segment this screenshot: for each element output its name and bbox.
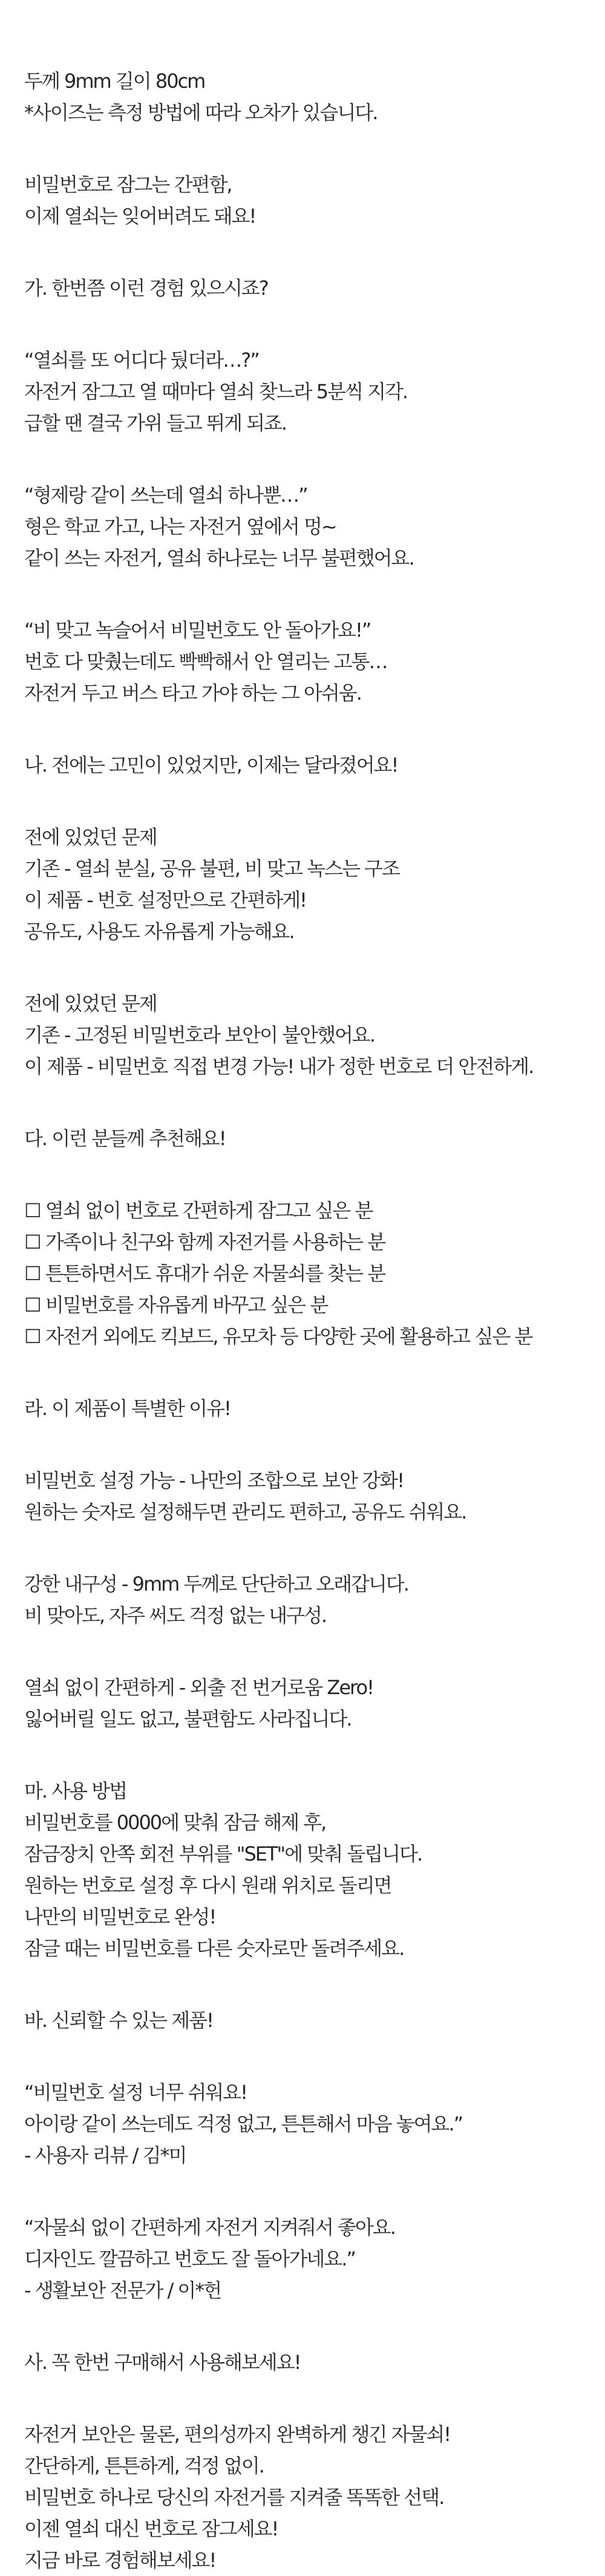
text-block [24, 1123, 605, 1154]
text-line: 마. 사용 방법 [24, 1779, 127, 1802]
text-block [24, 2347, 605, 2378]
text-line: ☐ 비밀번호를 자유롭게 바꾸고 싶은 분 [24, 1293, 328, 1316]
text-block [24, 344, 605, 439]
text-line: 사. 꼭 한번 구매해서 사용해보세요! [24, 2351, 301, 2374]
text-line: 나. 전에는 고민이 있었지만, 이제는 달라졌어요! [24, 754, 398, 777]
text-block [24, 2077, 605, 2171]
text-line: 비밀번호로 잠그는 간편함, [24, 173, 232, 196]
text-line: 간단하게, 튼튼하게, 걱정 없이. [24, 2454, 264, 2477]
text-line: 이 제품 - 번호 설정만으로 간편하게! [24, 889, 307, 912]
text-block [24, 749, 605, 781]
text-line: 잠글 때는 비밀번호를 다른 숫자로만 돌려주세요. [24, 1937, 404, 1960]
text-block [24, 2212, 605, 2306]
text-line: ☐ 가족이나 친구와 함께 자전거를 사용하는 분 [24, 1230, 385, 1254]
text-line: 강한 내구성 - 9mm 두께로 단단하고 오래갑니다. [24, 1572, 408, 1595]
text-line: 기존 - 고정된 비밀번호라 보안이 불안했어요. [24, 1024, 374, 1046]
text-line: 아이랑 같이 쓰는데도 걱정 없고, 튼튼해서 마음 놓여요.” [24, 2112, 463, 2135]
text-line: *사이즈는 측정 방법에 따라 오차가 있습니다. [24, 101, 378, 124]
text-block [24, 1672, 605, 1735]
text-block [24, 1393, 605, 1424]
text-block [24, 1775, 605, 1964]
text-line: “비 맞고 녹슬어서 비밀번호도 안 돌아가요!” [24, 619, 371, 642]
text-line: 번호 다 맞췄는데도 빡빡해서 안 열리는 고통… [24, 650, 387, 673]
text-line: ☐ 튼튼하면서도 휴대가 쉬운 자물쇠를 찾는 분 [24, 1262, 385, 1285]
text-line: “열쇠를 또 어디다 뒀더라…?” [24, 349, 259, 372]
text-line: 형은 학교 가고, 나는 자전거 옆에서 멍~ [24, 515, 336, 538]
text-line: - 사용자 리뷰 / 김*미 [24, 2144, 186, 2167]
text-block [24, 2005, 605, 2036]
text-line: 전에 있었던 문제 [24, 992, 157, 1015]
text-line: “자물쇠 없이 간편하게 자전거 지켜줘서 좋아요. [24, 2216, 395, 2239]
text-line: 다. 이런 분들께 추천해요! [24, 1127, 226, 1150]
text-block [24, 1195, 605, 1352]
text-line: 비밀번호 설정 가능 - 나만의 조합으로 보안 강화! [24, 1469, 404, 1492]
text-line: 자전거 보안은 물론, 편의성까지 완벽하게 챙긴 자물쇠! [24, 2423, 451, 2446]
text-line: “비밀번호 설정 너무 쉬워요! [24, 2081, 247, 2104]
text-line: 이젠 열쇠 대신 번호로 잠그세요! [24, 2517, 278, 2540]
text-block [24, 2419, 605, 2576]
text-block [24, 1465, 605, 1528]
text-line: 이제 열쇠는 잊어버려도 돼요! [24, 205, 256, 228]
text-block [24, 614, 605, 709]
text-line: 원하는 번호로 설정 후 다시 원래 위치로 돌리면 [24, 1874, 391, 1897]
text-line: 급할 땐 결국 가위 들고 뛰게 되죠. [24, 412, 287, 435]
text-line: 자전거 잠그고 열 때마다 열쇠 찾느라 5분씩 지각. [24, 380, 408, 403]
text-line: 비 맞아도, 자주 써도 걱정 없는 내구성. [24, 1604, 327, 1627]
text-line: 전에 있었던 문제 [24, 826, 157, 849]
text-line: 공유도, 사용도 자유롭게 가능해요. [24, 920, 294, 943]
text-line: 열쇠 없이 간편하게 - 외출 전 번거로움 Zero! [24, 1676, 373, 1699]
text-block [24, 272, 605, 304]
text-line: 자전거 두고 버스 타고 가야 하는 그 아쉬움. [24, 682, 361, 705]
text-line: 원하는 숫자로 설정해두면 관리도 편하고, 공유도 쉬워요. [24, 1500, 466, 1523]
text-line: 같이 쓰는 자전거, 열쇠 하나로는 너무 불편했어요. [24, 547, 414, 570]
text-line: 잃어버릴 일도 없고, 불편함도 사라집니다. [24, 1707, 352, 1730]
text-block [24, 479, 605, 574]
text-line: 지금 바로 경험해보세요! [24, 2549, 216, 2572]
text-line: 이 제품 - 비밀번호 직접 변경 가능! 내가 정한 번호로 더 안전하게. [24, 1055, 534, 1078]
text-block [24, 169, 605, 232]
text-line: - 생활보안 전문가 / 이*헌 [24, 2279, 221, 2302]
text-block [24, 988, 605, 1082]
text-line: 나만의 비밀번호로 완성! [24, 1905, 216, 1928]
text-line: 기존 - 열쇠 분실, 공유 불편, 비 맞고 녹스는 구조 [24, 857, 399, 880]
text-line: 비밀번호 하나로 당신의 자전거를 지켜줄 똑똑한 선택. [24, 2486, 444, 2509]
text-line: 두께 9mm 길이 80cm [24, 70, 205, 93]
text-line: ☐ 열쇠 없이 번호로 간편하게 잠그고 싶은 분 [24, 1199, 373, 1222]
text-line: 라. 이 제품이 특별한 이유! [24, 1397, 231, 1420]
text-line: 바. 신뢰할 수 있는 제품! [24, 2009, 213, 2032]
text-line: “형제랑 같이 쓰는데 열쇠 하나뿐…” [24, 484, 307, 507]
text-block [24, 1568, 605, 1631]
text-line: 가. 한번쯤 이런 경험 있으시죠? [24, 277, 268, 300]
text-block [24, 65, 605, 128]
text-block [24, 821, 605, 947]
text-line: 비밀번호를 0000에 맞춰 잠금 해제 후, [24, 1811, 326, 1834]
text-line: ☐ 자전거 외에도 킥보드, 유모차 등 다양한 곳에 활용하고 싶은 분 [24, 1325, 532, 1348]
text-line: 잠금장치 안쪽 회전 부위를 "SET"에 맞춰 돌립니다. [24, 1842, 422, 1865]
text-line: 디자인도 깔끔하고 번호도 잘 돌아가네요.” [24, 2247, 355, 2270]
